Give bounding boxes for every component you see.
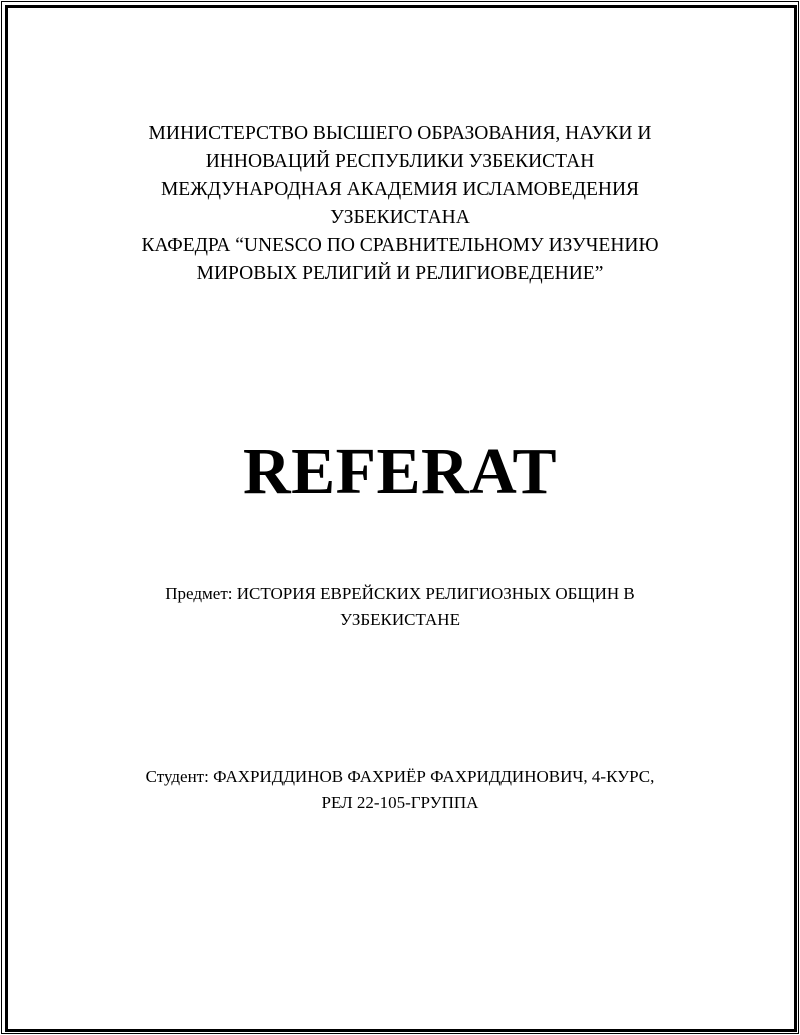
student-line-2: РЕЛ 22-105-ГРУППА [321, 793, 479, 812]
subject-block [0, 581, 800, 633]
document-title: REFERAT [243, 435, 557, 508]
header-line-department-2: МИРОВЫХ РЕЛИГИЙ И РЕЛИГИОВЕДЕНИЕ” [196, 263, 604, 284]
subject-line-2: УЗБЕКИСТАНЕ [340, 610, 460, 629]
header-line-academy-1: МЕЖДУНАРОДНАЯ АКАДЕМИЯ ИСЛАМОВЕДЕНИЯ [160, 179, 640, 200]
header-line-ministry-1: МИНИСТЕРСТВО ВЫСШЕГО ОБРАЗОВАНИЯ, НАУКИ И [148, 123, 652, 144]
student-block [0, 764, 800, 816]
subject-line-1: Предмет: ИСТОРИЯ ЕВРЕЙСКИХ РЕЛИГИОЗНЫХ ОБЩИН В [165, 584, 635, 603]
header-line-academy-2: УЗБЕКИСТАНА [330, 207, 470, 228]
header-line-department-1: КАФЕДРА “UNESCO ПО СРАВНИТЕЛЬНОМУ ИЗУЧЕНИЮ [141, 235, 659, 256]
institution-header [0, 120, 800, 288]
header-line-ministry-2: ИННОВАЦИЙ РЕСПУБЛИКИ УЗБЕКИСТАН [205, 151, 595, 172]
student-line-1: Студент: ФАХРИДДИНОВ ФАХРИЁР ФАХРИДДИНОВИЧ, 4-КУРС, [145, 767, 655, 786]
